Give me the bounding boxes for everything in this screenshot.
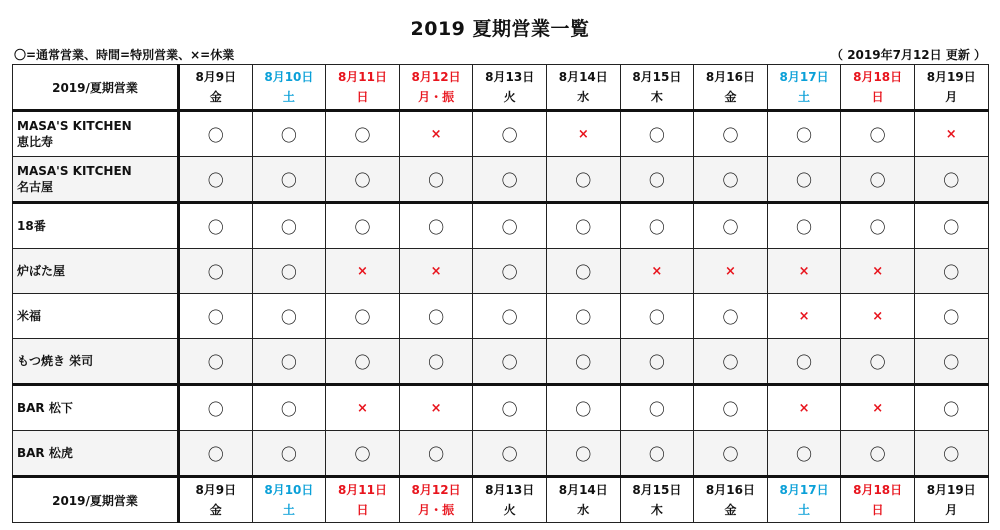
open-mark: 〇 bbox=[428, 444, 445, 464]
open-mark: 〇 bbox=[575, 399, 592, 419]
header-label: 2019/夏期営業 bbox=[13, 477, 179, 523]
status-cell bbox=[326, 249, 400, 294]
header-row-bottom bbox=[13, 477, 989, 523]
closed-mark: × bbox=[430, 400, 442, 416]
closed-mark: × bbox=[357, 400, 368, 416]
closed-mark: × bbox=[872, 308, 884, 324]
status-cell bbox=[841, 157, 915, 203]
status-cell bbox=[399, 339, 473, 385]
status-cell bbox=[252, 339, 326, 385]
open-mark: 〇 bbox=[869, 217, 886, 237]
status-cell bbox=[841, 203, 915, 249]
open-mark: 〇 bbox=[207, 170, 224, 190]
status-cell bbox=[546, 249, 620, 294]
status-cell bbox=[914, 203, 988, 249]
status-cell bbox=[767, 294, 841, 339]
status-cell bbox=[694, 385, 768, 431]
status-cell bbox=[326, 385, 400, 431]
open-mark: 〇 bbox=[796, 217, 813, 237]
store-name-line1: MASA'S KITCHEN bbox=[17, 119, 132, 133]
store-name-line1: 炉ばた屋 bbox=[17, 264, 66, 278]
day-header bbox=[694, 477, 768, 523]
open-mark: 〇 bbox=[207, 399, 224, 419]
store-name bbox=[13, 249, 179, 294]
day-of-week: 日 bbox=[356, 90, 369, 104]
legend-text: 〇=通常営業、時間=特別営業、×=休業 bbox=[14, 48, 235, 62]
open-mark: 〇 bbox=[280, 307, 297, 327]
status-cell bbox=[252, 111, 326, 157]
closed-mark: × bbox=[798, 308, 810, 324]
open-mark: 〇 bbox=[501, 352, 518, 372]
open-mark: 〇 bbox=[943, 444, 960, 464]
open-mark: 〇 bbox=[796, 352, 813, 372]
status-cell bbox=[546, 203, 620, 249]
store-row bbox=[13, 157, 989, 203]
store-name bbox=[13, 385, 179, 431]
day-header bbox=[914, 65, 988, 111]
store-row bbox=[13, 385, 989, 431]
day-of-week: 木 bbox=[650, 503, 663, 517]
day-date: 8月19日 bbox=[926, 483, 976, 497]
open-mark: 〇 bbox=[648, 444, 665, 464]
store-name bbox=[13, 339, 179, 385]
day-of-week: 水 bbox=[577, 503, 590, 517]
day-of-week: 火 bbox=[503, 503, 516, 517]
day-of-week: 火 bbox=[503, 90, 516, 104]
status-cell bbox=[694, 157, 768, 203]
updated-date: （ 2019年7月12日 更新 ） bbox=[831, 48, 986, 62]
open-mark: 〇 bbox=[354, 217, 371, 237]
store-name bbox=[13, 111, 179, 157]
day-of-week: 月 bbox=[945, 90, 958, 104]
day-date: 8月15日 bbox=[632, 70, 682, 84]
status-cell bbox=[546, 431, 620, 477]
status-cell bbox=[399, 111, 473, 157]
open-mark: 〇 bbox=[575, 444, 592, 464]
open-mark: 〇 bbox=[354, 352, 371, 372]
day-of-week: 土 bbox=[798, 503, 811, 517]
open-mark: 〇 bbox=[207, 125, 224, 145]
day-header bbox=[326, 477, 400, 523]
status-cell bbox=[399, 431, 473, 477]
status-cell bbox=[694, 294, 768, 339]
day-date: 8月14日 bbox=[558, 483, 608, 497]
closed-mark: × bbox=[430, 263, 442, 279]
status-cell bbox=[179, 431, 253, 477]
status-cell bbox=[326, 294, 400, 339]
open-mark: 〇 bbox=[280, 125, 297, 145]
open-mark: 〇 bbox=[869, 444, 886, 464]
header-label: 2019/夏期営業 bbox=[13, 65, 179, 111]
day-of-week: 月 bbox=[945, 503, 958, 517]
open-mark: 〇 bbox=[501, 170, 518, 190]
store-row bbox=[13, 111, 989, 157]
open-mark: 〇 bbox=[575, 307, 592, 327]
status-cell bbox=[179, 339, 253, 385]
day-header bbox=[914, 477, 988, 523]
open-mark: 〇 bbox=[722, 170, 739, 190]
status-cell bbox=[914, 339, 988, 385]
status-cell bbox=[694, 249, 768, 294]
store-name bbox=[13, 431, 179, 477]
status-cell bbox=[620, 385, 694, 431]
open-mark: 〇 bbox=[280, 444, 297, 464]
open-mark: 〇 bbox=[648, 307, 665, 327]
day-header bbox=[841, 65, 915, 111]
open-mark: 〇 bbox=[648, 125, 665, 145]
status-cell bbox=[326, 157, 400, 203]
open-mark: 〇 bbox=[943, 399, 960, 419]
status-cell bbox=[399, 294, 473, 339]
day-date: 8月11日 bbox=[337, 483, 388, 497]
store-name-line1: BAR 松下 bbox=[17, 401, 73, 415]
store-name bbox=[13, 294, 179, 339]
status-cell bbox=[914, 385, 988, 431]
status-cell bbox=[399, 385, 473, 431]
status-cell bbox=[841, 111, 915, 157]
open-mark: 〇 bbox=[648, 217, 665, 237]
closed-mark: × bbox=[577, 126, 589, 142]
status-cell bbox=[399, 249, 473, 294]
day-of-week: 金 bbox=[209, 503, 222, 517]
day-of-week: 土 bbox=[798, 90, 811, 104]
day-header bbox=[546, 65, 620, 111]
status-cell bbox=[620, 294, 694, 339]
open-mark: 〇 bbox=[280, 217, 297, 237]
day-date: 8月9日 bbox=[195, 70, 237, 84]
store-name-line1: BAR 松虎 bbox=[17, 446, 73, 460]
status-cell bbox=[841, 385, 915, 431]
open-mark: 〇 bbox=[501, 217, 518, 237]
open-mark: 〇 bbox=[869, 170, 886, 190]
day-of-week: 金 bbox=[724, 90, 737, 104]
status-cell bbox=[252, 157, 326, 203]
day-date: 8月12日 bbox=[411, 70, 461, 84]
status-cell bbox=[841, 339, 915, 385]
day-header bbox=[767, 65, 841, 111]
closed-mark: × bbox=[872, 263, 884, 279]
open-mark: 〇 bbox=[207, 352, 224, 372]
status-cell bbox=[179, 385, 253, 431]
day-of-week: 金 bbox=[724, 503, 737, 517]
status-cell bbox=[620, 203, 694, 249]
open-mark: 〇 bbox=[722, 352, 739, 372]
open-mark: 〇 bbox=[796, 170, 813, 190]
day-of-week: 月・振 bbox=[418, 503, 455, 517]
status-cell bbox=[179, 294, 253, 339]
status-cell bbox=[914, 249, 988, 294]
status-cell bbox=[914, 157, 988, 203]
open-mark: 〇 bbox=[207, 262, 224, 282]
status-cell bbox=[473, 294, 547, 339]
status-cell bbox=[914, 294, 988, 339]
open-mark: 〇 bbox=[943, 307, 960, 327]
open-mark: 〇 bbox=[428, 217, 445, 237]
day-header bbox=[399, 477, 473, 523]
status-cell bbox=[694, 431, 768, 477]
open-mark: 〇 bbox=[354, 170, 371, 190]
day-of-week: 金 bbox=[209, 90, 222, 104]
day-date: 8月18日 bbox=[853, 483, 903, 497]
day-of-week: 土 bbox=[282, 90, 295, 104]
open-mark: 〇 bbox=[648, 399, 665, 419]
store-row bbox=[13, 339, 989, 385]
open-mark: 〇 bbox=[648, 170, 665, 190]
open-mark: 〇 bbox=[428, 352, 445, 372]
store-name bbox=[13, 157, 179, 203]
closed-mark: × bbox=[357, 263, 368, 279]
closed-mark: × bbox=[725, 263, 736, 279]
status-cell bbox=[546, 294, 620, 339]
open-mark: 〇 bbox=[428, 307, 445, 327]
status-cell bbox=[694, 111, 768, 157]
open-mark: 〇 bbox=[796, 125, 813, 145]
open-mark: 〇 bbox=[943, 217, 960, 237]
status-cell bbox=[620, 157, 694, 203]
open-mark: 〇 bbox=[722, 307, 739, 327]
day-header bbox=[179, 65, 253, 111]
schedule-table bbox=[12, 64, 989, 523]
status-cell bbox=[179, 249, 253, 294]
open-mark: 〇 bbox=[943, 170, 960, 190]
open-mark: 〇 bbox=[280, 170, 297, 190]
open-mark: 〇 bbox=[501, 399, 518, 419]
store-name bbox=[13, 203, 179, 249]
day-of-week: 日 bbox=[871, 90, 884, 104]
day-header bbox=[473, 65, 547, 111]
open-mark: 〇 bbox=[501, 262, 518, 282]
day-date: 8月19日 bbox=[926, 70, 976, 84]
status-cell bbox=[767, 339, 841, 385]
open-mark: 〇 bbox=[869, 352, 886, 372]
open-mark: 〇 bbox=[280, 262, 297, 282]
status-cell bbox=[546, 157, 620, 203]
day-header bbox=[620, 65, 694, 111]
status-cell bbox=[841, 249, 915, 294]
open-mark: 〇 bbox=[354, 444, 371, 464]
day-header bbox=[252, 477, 326, 523]
day-of-week: 日 bbox=[356, 503, 369, 517]
open-mark: 〇 bbox=[501, 444, 518, 464]
open-mark: 〇 bbox=[501, 125, 518, 145]
status-cell bbox=[473, 431, 547, 477]
open-mark: 〇 bbox=[575, 352, 592, 372]
day-date: 8月15日 bbox=[632, 483, 682, 497]
status-cell bbox=[546, 385, 620, 431]
status-cell bbox=[399, 203, 473, 249]
store-name-line2: 恵比寿 bbox=[17, 135, 54, 149]
status-cell bbox=[767, 249, 841, 294]
day-date: 8月16日 bbox=[705, 483, 755, 497]
status-cell bbox=[767, 203, 841, 249]
status-cell bbox=[473, 111, 547, 157]
day-header bbox=[473, 477, 547, 523]
status-cell bbox=[179, 203, 253, 249]
closed-mark: × bbox=[651, 263, 663, 279]
open-mark: 〇 bbox=[648, 352, 665, 372]
status-cell bbox=[179, 157, 253, 203]
status-cell bbox=[546, 111, 620, 157]
status-cell bbox=[473, 339, 547, 385]
day-header bbox=[767, 477, 841, 523]
status-cell bbox=[914, 431, 988, 477]
open-mark: 〇 bbox=[575, 217, 592, 237]
status-cell bbox=[326, 111, 400, 157]
day-date: 8月16日 bbox=[705, 70, 755, 84]
status-cell bbox=[620, 339, 694, 385]
open-mark: 〇 bbox=[722, 444, 739, 464]
open-mark: 〇 bbox=[796, 444, 813, 464]
day-date: 8月17日 bbox=[779, 70, 829, 84]
day-date: 8月13日 bbox=[485, 483, 535, 497]
status-cell bbox=[473, 203, 547, 249]
open-mark: 〇 bbox=[722, 217, 739, 237]
day-date: 8月10日 bbox=[264, 70, 314, 84]
open-mark: 〇 bbox=[354, 125, 371, 145]
open-mark: 〇 bbox=[207, 444, 224, 464]
status-cell bbox=[326, 431, 400, 477]
status-cell bbox=[767, 111, 841, 157]
status-cell bbox=[914, 111, 988, 157]
status-cell bbox=[399, 157, 473, 203]
day-header bbox=[694, 65, 768, 111]
store-name-line1: もつ焼き 栄司 bbox=[17, 354, 94, 368]
closed-mark: × bbox=[798, 400, 810, 416]
status-cell bbox=[620, 249, 694, 294]
status-cell bbox=[620, 431, 694, 477]
closed-mark: × bbox=[945, 126, 957, 142]
store-name-line1: 米福 bbox=[17, 309, 42, 323]
day-header bbox=[326, 65, 400, 111]
store-name-line1: 18番 bbox=[17, 219, 46, 233]
day-header bbox=[546, 477, 620, 523]
day-header bbox=[841, 477, 915, 523]
day-header bbox=[399, 65, 473, 111]
status-cell bbox=[767, 431, 841, 477]
day-date: 8月14日 bbox=[558, 70, 608, 84]
status-cell bbox=[767, 385, 841, 431]
open-mark: 〇 bbox=[575, 170, 592, 190]
status-cell bbox=[767, 157, 841, 203]
day-date: 8月18日 bbox=[853, 70, 903, 84]
status-cell bbox=[252, 431, 326, 477]
store-row bbox=[13, 431, 989, 477]
day-of-week: 水 bbox=[577, 90, 590, 104]
day-of-week: 木 bbox=[650, 90, 663, 104]
closed-mark: × bbox=[430, 126, 442, 142]
open-mark: 〇 bbox=[354, 307, 371, 327]
status-cell bbox=[252, 249, 326, 294]
day-date: 8月11日 bbox=[337, 70, 388, 84]
closed-mark: × bbox=[872, 400, 884, 416]
status-cell bbox=[326, 203, 400, 249]
day-date: 8月13日 bbox=[485, 70, 535, 84]
status-cell bbox=[252, 385, 326, 431]
open-mark: 〇 bbox=[428, 170, 445, 190]
open-mark: 〇 bbox=[869, 125, 886, 145]
open-mark: 〇 bbox=[280, 352, 297, 372]
day-of-week: 土 bbox=[282, 503, 295, 517]
day-header bbox=[252, 65, 326, 111]
status-cell bbox=[252, 203, 326, 249]
status-cell bbox=[694, 339, 768, 385]
store-row bbox=[13, 294, 989, 339]
header-row-top bbox=[13, 65, 989, 111]
status-cell bbox=[326, 339, 400, 385]
open-mark: 〇 bbox=[280, 399, 297, 419]
day-date: 8月10日 bbox=[264, 483, 314, 497]
day-header bbox=[620, 477, 694, 523]
open-mark: 〇 bbox=[722, 399, 739, 419]
status-cell bbox=[841, 294, 915, 339]
day-header bbox=[179, 477, 253, 523]
day-of-week: 日 bbox=[871, 503, 884, 517]
status-cell bbox=[473, 157, 547, 203]
open-mark: 〇 bbox=[207, 307, 224, 327]
status-cell bbox=[694, 203, 768, 249]
status-cell bbox=[546, 339, 620, 385]
day-date: 8月9日 bbox=[195, 483, 237, 497]
open-mark: 〇 bbox=[722, 125, 739, 145]
day-date: 8月17日 bbox=[779, 483, 829, 497]
open-mark: 〇 bbox=[943, 262, 960, 282]
day-of-week: 月・振 bbox=[418, 90, 455, 104]
store-name-line1: MASA'S KITCHEN bbox=[17, 164, 132, 178]
store-row bbox=[13, 203, 989, 249]
open-mark: 〇 bbox=[943, 352, 960, 372]
page-title: 2019 夏期営業一覧 bbox=[410, 18, 590, 40]
status-cell bbox=[841, 431, 915, 477]
open-mark: 〇 bbox=[501, 307, 518, 327]
store-row bbox=[13, 249, 989, 294]
open-mark: 〇 bbox=[575, 262, 592, 282]
status-cell bbox=[473, 249, 547, 294]
status-cell bbox=[179, 111, 253, 157]
status-cell bbox=[620, 111, 694, 157]
open-mark: 〇 bbox=[207, 217, 224, 237]
closed-mark: × bbox=[798, 263, 810, 279]
status-cell bbox=[252, 294, 326, 339]
store-name-line2: 名古屋 bbox=[17, 180, 54, 194]
day-date: 8月12日 bbox=[411, 483, 461, 497]
status-cell bbox=[473, 385, 547, 431]
